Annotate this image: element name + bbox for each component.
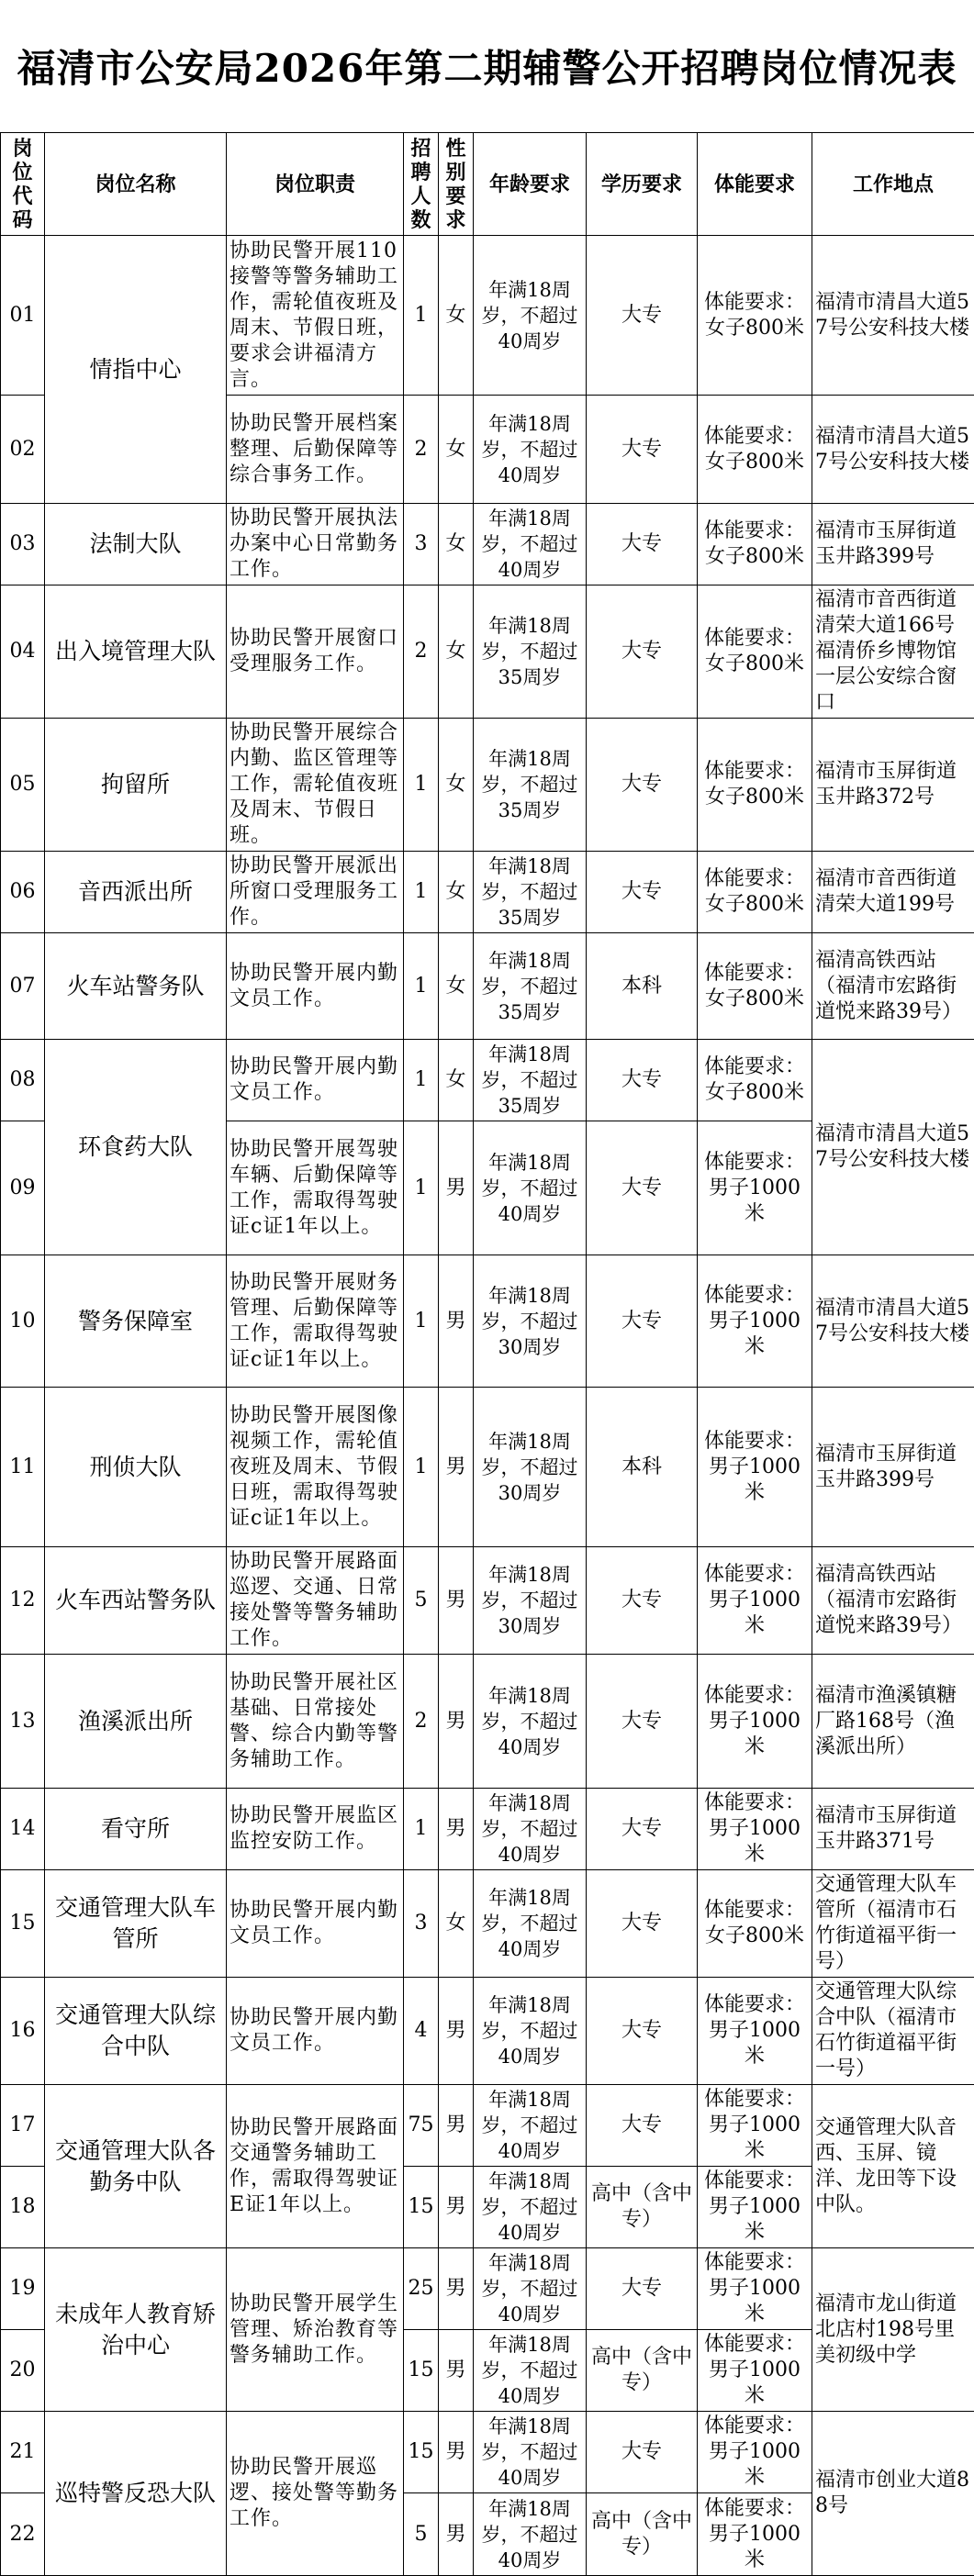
cell-age: 年满18周岁，不超过40周岁 — [474, 236, 587, 396]
cell-code: 13 — [1, 1655, 45, 1789]
cell-count: 15 — [404, 2330, 439, 2412]
cell-count: 3 — [404, 1870, 439, 1978]
cell-age: 年满18周岁，不超过40周岁 — [474, 1870, 587, 1978]
cell-count: 4 — [404, 1978, 439, 2085]
cell-count: 25 — [404, 2248, 439, 2330]
cell-edu: 大专 — [587, 504, 698, 585]
cell-count: 1 — [404, 852, 439, 933]
cell-gender: 男 — [439, 2085, 474, 2167]
cell-position-name: 巡特警反恐大队 — [45, 2412, 227, 2576]
cell-position-name: 出入境管理大队 — [45, 585, 227, 719]
cell-duty: 协助民警开展巡逻、接处警等勤务工作。 — [227, 2412, 404, 2576]
cell-gender: 男 — [439, 1789, 474, 1870]
cell-age: 年满18周岁，不超过40周岁 — [474, 1121, 587, 1255]
cell-position-name: 火车西站警务队 — [45, 1547, 227, 1655]
table-row — [1, 1547, 974, 1655]
cell-fitness: 体能要求：男子1000米 — [698, 1121, 812, 1255]
cell-gender: 男 — [439, 1655, 474, 1789]
cell-fitness: 体能要求：女子800米 — [698, 504, 812, 585]
cell-age: 年满18周岁，不超过40周岁 — [474, 1789, 587, 1870]
table-row — [1, 852, 974, 933]
cell-gender: 男 — [439, 1547, 474, 1655]
cell-count: 2 — [404, 396, 439, 504]
cell-gender: 女 — [439, 852, 474, 933]
cell-age: 年满18周岁，不超过30周岁 — [474, 1388, 587, 1547]
cell-edu: 大专 — [587, 1121, 698, 1255]
cell-count: 1 — [404, 1388, 439, 1547]
cell-fitness: 体能要求：男子1000米 — [698, 2167, 812, 2248]
cell-edu: 大专 — [587, 719, 698, 852]
cell-fitness: 体能要求：女子800米 — [698, 852, 812, 933]
cell-code: 11 — [1, 1388, 45, 1547]
table-row — [1, 2085, 974, 2167]
cell-gender: 男 — [439, 2167, 474, 2248]
cell-count: 75 — [404, 2085, 439, 2167]
cell-count: 5 — [404, 1547, 439, 1655]
header-count: 招聘人数 — [404, 133, 439, 236]
header-age: 年龄要求 — [474, 133, 587, 236]
cell-duty: 协助民警开展档案整理、后勤保障等综合事务工作。 — [227, 396, 404, 504]
cell-code: 05 — [1, 719, 45, 852]
cell-edu: 大专 — [587, 1978, 698, 2085]
cell-fitness: 体能要求：男子1000米 — [698, 1388, 812, 1547]
cell-code: 12 — [1, 1547, 45, 1655]
table-row — [1, 1978, 974, 2085]
cell-duty: 协助民警开展内勤文员工作。 — [227, 1978, 404, 2085]
cell-code: 16 — [1, 1978, 45, 2085]
cell-count: 15 — [404, 2167, 439, 2248]
cell-code: 01 — [1, 236, 45, 396]
cell-location: 交通管理大队综合中队（福清市石竹街道福平街一号） — [812, 1978, 974, 2085]
table-row — [1, 236, 974, 396]
cell-count: 1 — [404, 1121, 439, 1255]
cell-age: 年满18周岁，不超过35周岁 — [474, 852, 587, 933]
cell-fitness: 体能要求：男子1000米 — [698, 2412, 812, 2493]
table-row — [1, 1255, 974, 1388]
cell-age: 年满18周岁，不超过40周岁 — [474, 2248, 587, 2330]
cell-location: 福清市玉屏街道玉井路399号 — [812, 504, 974, 585]
cell-count: 5 — [404, 2493, 439, 2576]
cell-age: 年满18周岁，不超过35周岁 — [474, 1040, 587, 1121]
cell-position-name: 法制大队 — [45, 504, 227, 585]
cell-code: 22 — [1, 2493, 45, 2576]
cell-duty: 协助民警开展图像视频工作，需轮值夜班及周末、节假日班，需取得驾驶证c证1年以上。 — [227, 1388, 404, 1547]
table-row — [1, 719, 974, 852]
cell-location: 交通管理大队车管所（福清市石竹街道福平街一号） — [812, 1870, 974, 1978]
cell-gender: 女 — [439, 933, 474, 1040]
cell-position-name: 音西派出所 — [45, 852, 227, 933]
cell-duty: 协助民警开展驾驶车辆、后勤保障等工作，需取得驾驶证c证1年以上。 — [227, 1121, 404, 1255]
cell-duty: 协助民警开展内勤文员工作。 — [227, 1870, 404, 1978]
cell-code: 06 — [1, 852, 45, 933]
cell-gender: 女 — [439, 504, 474, 585]
cell-location: 福清市清昌大道57号公安科技大楼 — [812, 396, 974, 504]
cell-position-name: 环食药大队 — [45, 1040, 227, 1255]
cell-age: 年满18周岁，不超过35周岁 — [474, 933, 587, 1040]
cell-code: 18 — [1, 2167, 45, 2248]
cell-duty: 协助民警开展110接警等警务辅助工作，需轮值夜班及周末、节假日班，要求会讲福清方言。 — [227, 236, 404, 396]
cell-code: 14 — [1, 1789, 45, 1870]
cell-gender: 男 — [439, 2330, 474, 2412]
cell-position-name: 情指中心 — [45, 236, 227, 504]
cell-duty: 协助民警开展社区基础、日常接处警、综合内勤等警务辅助工作。 — [227, 1655, 404, 1789]
cell-fitness: 体能要求：女子800米 — [698, 1870, 812, 1978]
cell-age: 年满18周岁，不超过40周岁 — [474, 2330, 587, 2412]
cell-location: 福清市龙山街道北店村198号里美初级中学 — [812, 2248, 974, 2412]
cell-location: 福清市清昌大道57号公安科技大楼 — [812, 1255, 974, 1388]
cell-edu: 大专 — [587, 1255, 698, 1388]
cell-count: 1 — [404, 236, 439, 396]
cell-edu: 大专 — [587, 396, 698, 504]
cell-location: 福清市玉屏街道玉井路372号 — [812, 719, 974, 852]
header-fitness: 体能要求 — [698, 133, 812, 236]
cell-duty: 协助民警开展综合内勤、监区管理等工作，需轮值夜班及周末、节假日班。 — [227, 719, 404, 852]
cell-gender: 女 — [439, 1040, 474, 1121]
table-row — [1, 1870, 974, 1978]
cell-edu: 大专 — [587, 1547, 698, 1655]
cell-code: 07 — [1, 933, 45, 1040]
cell-fitness: 体能要求：女子800米 — [698, 719, 812, 852]
cell-position-name: 拘留所 — [45, 719, 227, 852]
table-row — [1, 1789, 974, 1870]
cell-code: 04 — [1, 585, 45, 719]
cell-count: 1 — [404, 1789, 439, 1870]
cell-location: 福清高铁西站（福清市宏路街道悦来路39号） — [812, 933, 974, 1040]
cell-edu: 本科 — [587, 933, 698, 1040]
cell-code: 10 — [1, 1255, 45, 1388]
cell-count: 3 — [404, 504, 439, 585]
cell-code: 20 — [1, 2330, 45, 2412]
header-row — [1, 133, 974, 236]
cell-fitness: 体能要求：男子1000米 — [698, 1978, 812, 2085]
cell-fitness: 体能要求：男子1000米 — [698, 1255, 812, 1388]
cell-edu: 大专 — [587, 1655, 698, 1789]
header-location: 工作地点 — [812, 133, 974, 236]
cell-edu: 高中（含中专） — [587, 2493, 698, 2576]
cell-age: 年满18周岁，不超过40周岁 — [474, 396, 587, 504]
cell-edu: 大专 — [587, 585, 698, 719]
cell-gender: 男 — [439, 2493, 474, 2576]
cell-fitness: 体能要求：女子800米 — [698, 585, 812, 719]
cell-position-name: 交通管理大队综合中队 — [45, 1978, 227, 2085]
cell-edu: 大专 — [587, 2248, 698, 2330]
cell-position-name: 看守所 — [45, 1789, 227, 1870]
cell-duty: 协助民警开展路面交通警务辅助工作，需取得驾驶证E证1年以上。 — [227, 2085, 404, 2248]
cell-location: 福清市玉屏街道玉井路371号 — [812, 1789, 974, 1870]
cell-position-name: 渔溪派出所 — [45, 1655, 227, 1789]
cell-gender: 男 — [439, 1978, 474, 2085]
cell-gender: 男 — [439, 1255, 474, 1388]
cell-age: 年满18周岁，不超过40周岁 — [474, 2085, 587, 2167]
cell-fitness: 体能要求：女子800米 — [698, 1040, 812, 1121]
header-edu: 学历要求 — [587, 133, 698, 236]
cell-age: 年满18周岁，不超过40周岁 — [474, 504, 587, 585]
table-row — [1, 585, 974, 719]
cell-fitness: 体能要求：男子1000米 — [698, 2493, 812, 2576]
positions-table — [0, 132, 974, 2576]
cell-code: 02 — [1, 396, 45, 504]
cell-gender: 男 — [439, 2412, 474, 2493]
cell-age: 年满18周岁，不超过35周岁 — [474, 719, 587, 852]
cell-code: 15 — [1, 1870, 45, 1978]
cell-gender: 男 — [439, 1121, 474, 1255]
cell-duty: 协助民警开展窗口受理服务工作。 — [227, 585, 404, 719]
page-title: 福清市公安局2026年第二期辅警公开招聘岗位情况表 — [0, 0, 974, 132]
header-code: 岗位代码 — [1, 133, 45, 236]
cell-location: 福清市清昌大道57号公安科技大楼 — [812, 236, 974, 396]
cell-edu: 大专 — [587, 852, 698, 933]
cell-count: 2 — [404, 1655, 439, 1789]
cell-edu: 大专 — [587, 1870, 698, 1978]
cell-duty: 协助民警开展路面巡逻、交通、日常接处警等警务辅助工作。 — [227, 1547, 404, 1655]
cell-edu: 高中（含中专） — [587, 2330, 698, 2412]
cell-count: 1 — [404, 1255, 439, 1388]
cell-location: 福清市创业大道88号 — [812, 2412, 974, 2576]
table-row — [1, 1040, 974, 1121]
cell-fitness: 体能要求：女子800米 — [698, 933, 812, 1040]
cell-fitness: 体能要求：女子800米 — [698, 236, 812, 396]
cell-position-name: 未成年人教育矫治中心 — [45, 2248, 227, 2412]
cell-gender: 女 — [439, 1870, 474, 1978]
cell-edu: 高中（含中专） — [587, 2167, 698, 2248]
table-row — [1, 2412, 974, 2493]
cell-gender: 女 — [439, 585, 474, 719]
cell-gender: 女 — [439, 719, 474, 852]
cell-code: 19 — [1, 2248, 45, 2330]
cell-code: 09 — [1, 1121, 45, 1255]
cell-edu: 大专 — [587, 236, 698, 396]
cell-duty: 协助民警开展内勤文员工作。 — [227, 1040, 404, 1121]
cell-count: 1 — [404, 933, 439, 1040]
table-row — [1, 504, 974, 585]
cell-fitness: 体能要求：女子800米 — [698, 396, 812, 504]
cell-location: 福清高铁西站（福清市宏路街道悦来路39号） — [812, 1547, 974, 1655]
cell-fitness: 体能要求：男子1000米 — [698, 1547, 812, 1655]
cell-code: 21 — [1, 2412, 45, 2493]
table-row — [1, 2248, 974, 2330]
cell-age: 年满18周岁，不超过30周岁 — [474, 1547, 587, 1655]
cell-age: 年满18周岁，不超过30周岁 — [474, 1255, 587, 1388]
cell-position-name: 警务保障室 — [45, 1255, 227, 1388]
cell-count: 1 — [404, 1040, 439, 1121]
cell-count: 15 — [404, 2412, 439, 2493]
cell-edu: 大专 — [587, 1789, 698, 1870]
cell-fitness: 体能要求：男子1000米 — [698, 2330, 812, 2412]
table-row — [1, 933, 974, 1040]
cell-duty: 协助民警开展监区监控安防工作。 — [227, 1789, 404, 1870]
cell-location: 福清市音西街道清荣大道199号 — [812, 852, 974, 933]
cell-count: 1 — [404, 719, 439, 852]
cell-fitness: 体能要求：男子1000米 — [698, 2248, 812, 2330]
cell-fitness: 体能要求：男子1000米 — [698, 2085, 812, 2167]
cell-gender: 女 — [439, 396, 474, 504]
cell-position-name: 火车站警务队 — [45, 933, 227, 1040]
cell-count: 2 — [404, 585, 439, 719]
cell-fitness: 体能要求：男子1000米 — [698, 1789, 812, 1870]
cell-location: 福清市音西街道清荣大道166号福清侨乡博物馆一层公安综合窗口 — [812, 585, 974, 719]
cell-age: 年满18周岁，不超过40周岁 — [474, 2412, 587, 2493]
cell-gender: 女 — [439, 236, 474, 396]
cell-gender: 男 — [439, 2248, 474, 2330]
cell-duty: 协助民警开展学生管理、矫治教育等警务辅助工作。 — [227, 2248, 404, 2412]
cell-location: 交通管理大队音西、玉屏、镜洋、龙田等下设中队。 — [812, 2085, 974, 2248]
cell-duty: 协助民警开展内勤文员工作。 — [227, 933, 404, 1040]
cell-duty: 协助民警开展派出所窗口受理服务工作。 — [227, 852, 404, 933]
cell-age: 年满18周岁，不超过40周岁 — [474, 2167, 587, 2248]
header-gender: 性别要求 — [439, 133, 474, 236]
cell-code: 03 — [1, 504, 45, 585]
cell-location: 福清市玉屏街道玉井路399号 — [812, 1388, 974, 1547]
cell-gender: 男 — [439, 1388, 474, 1547]
header-name: 岗位名称 — [45, 133, 227, 236]
cell-location: 福清市清昌大道57号公安科技大楼 — [812, 1040, 974, 1255]
cell-fitness: 体能要求：男子1000米 — [698, 1655, 812, 1789]
cell-position-name: 交通管理大队车管所 — [45, 1870, 227, 1978]
cell-edu: 本科 — [587, 1388, 698, 1547]
cell-position-name: 刑侦大队 — [45, 1388, 227, 1547]
cell-code: 08 — [1, 1040, 45, 1121]
cell-location: 福清市渔溪镇糖厂路168号（渔溪派出所） — [812, 1655, 974, 1789]
table-row — [1, 1388, 974, 1547]
cell-age: 年满18周岁，不超过40周岁 — [474, 1655, 587, 1789]
cell-edu: 大专 — [587, 2412, 698, 2493]
cell-duty: 协助民警开展财务管理、后勤保障等工作，需取得驾驶证c证1年以上。 — [227, 1255, 404, 1388]
cell-age: 年满18周岁，不超过40周岁 — [474, 1978, 587, 2085]
cell-edu: 大专 — [587, 2085, 698, 2167]
cell-age: 年满18周岁，不超过35周岁 — [474, 585, 587, 719]
cell-edu: 大专 — [587, 1040, 698, 1121]
cell-code: 17 — [1, 2085, 45, 2167]
cell-position-name: 交通管理大队各勤务中队 — [45, 2085, 227, 2248]
table-row — [1, 1655, 974, 1789]
header-duty: 岗位职责 — [227, 133, 404, 236]
cell-duty: 协助民警开展执法办案中心日常勤务工作。 — [227, 504, 404, 585]
cell-age: 年满18周岁，不超过40周岁 — [474, 2493, 587, 2576]
